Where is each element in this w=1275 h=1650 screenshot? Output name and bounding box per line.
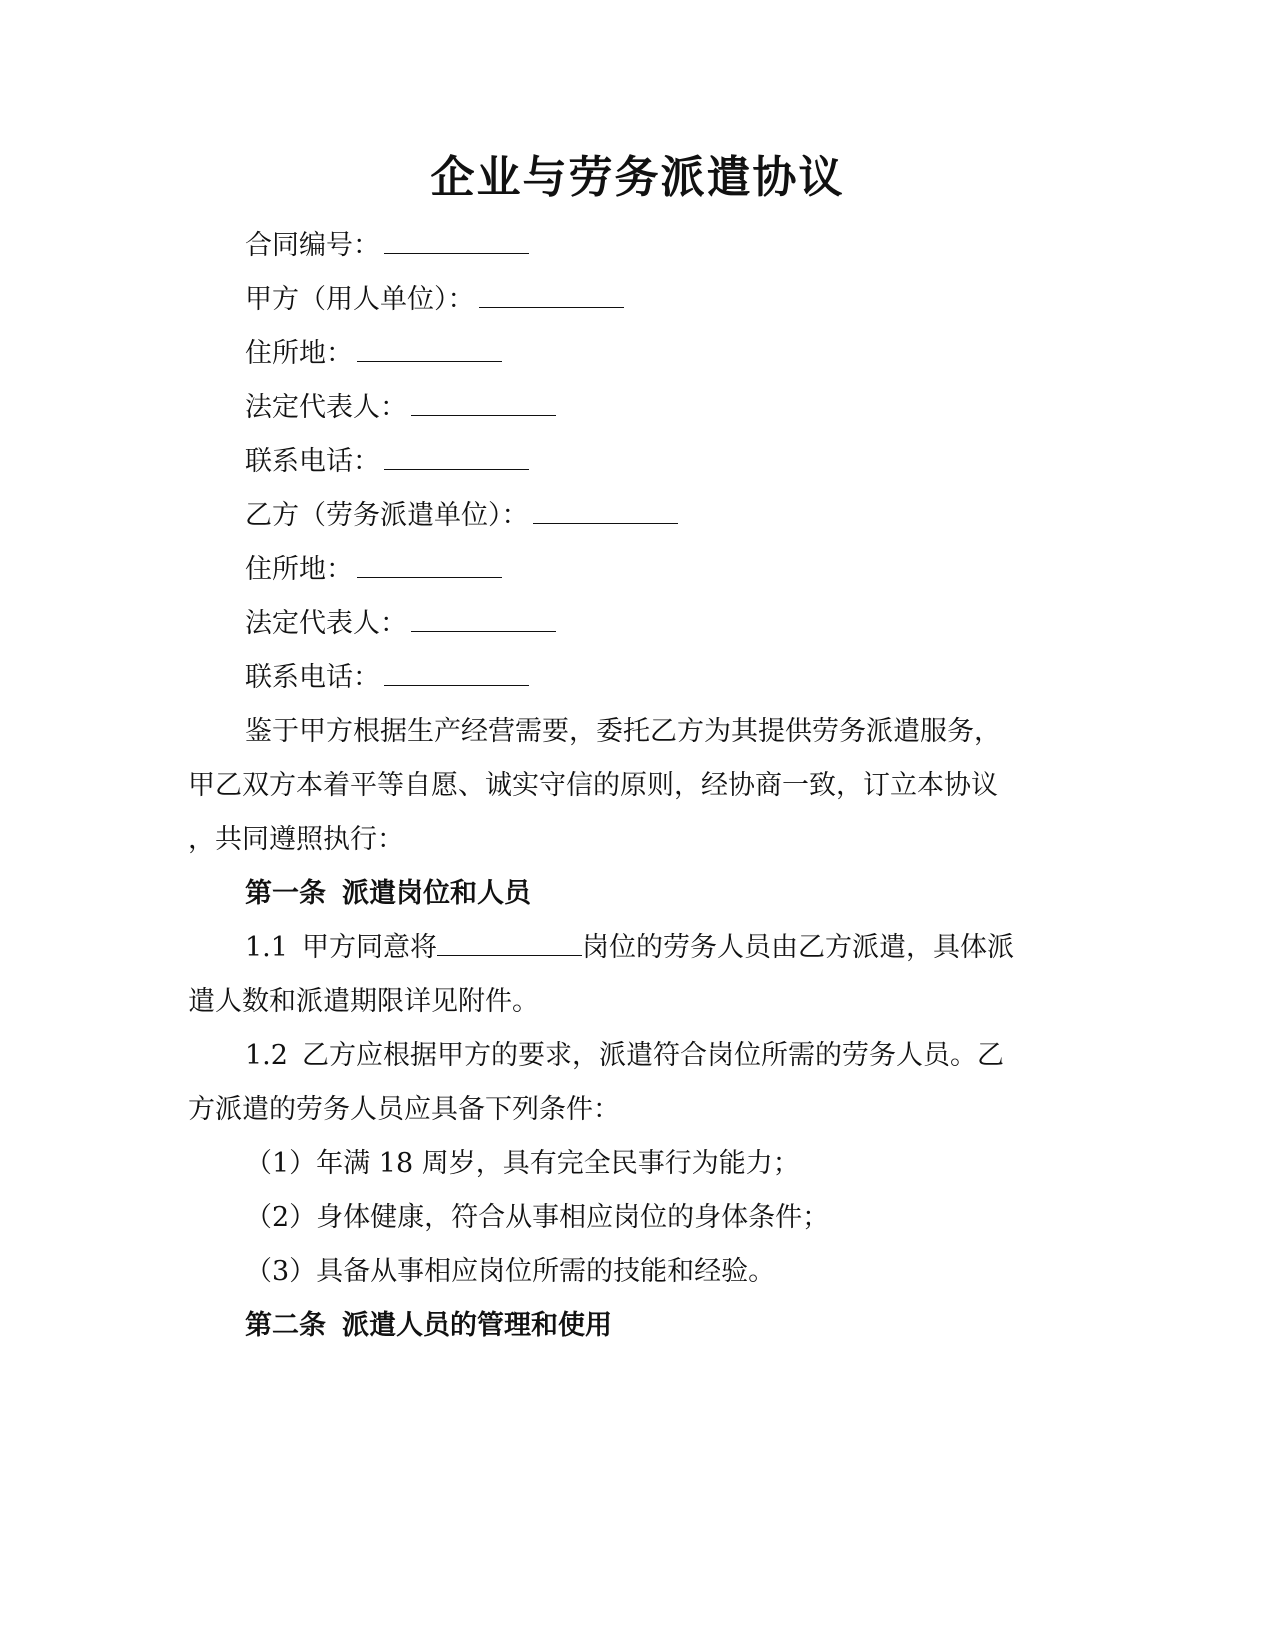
article-title: 派遣人员的管理和使用 (342, 1310, 612, 1341)
blank-line (533, 497, 678, 524)
field-party-a (245, 280, 624, 320)
clause-1-2-line-1 (245, 1036, 1004, 1076)
field-contract-number (245, 226, 529, 266)
blank-line (384, 227, 529, 254)
article-1-heading (245, 874, 531, 914)
blank-line (384, 443, 529, 470)
field-label: 法定代表人： (245, 392, 407, 423)
preamble-line-3: ，共同遵照执行： (188, 824, 404, 855)
field-party-b-phone (245, 658, 529, 698)
field-label: 联系电话： (245, 446, 380, 477)
field-label: 合同编号： (245, 230, 380, 261)
blank-line (411, 605, 556, 632)
field-label: 乙方（劳务派遣单位）： (245, 500, 529, 531)
field-label: 甲方（用人单位）： (245, 284, 475, 315)
article-number: 第二条 (245, 1310, 326, 1341)
field-label: 住所地： (245, 554, 353, 585)
document-title: 企业与劳务派遣协议 (430, 152, 845, 203)
blank-line (384, 659, 529, 686)
field-party-b-representative (245, 604, 556, 644)
field-label: 法定代表人： (245, 608, 407, 639)
clause-text: 甲方同意将 (301, 932, 437, 963)
field-party-a-representative (245, 388, 556, 428)
blank-line (357, 551, 502, 578)
field-label: 住所地： (245, 338, 353, 369)
clause-1-2-line-2: 方派遣的劳务人员应具备下列条件： (188, 1094, 620, 1125)
blank-line (437, 929, 582, 956)
condition-item: （1）年满 18 周岁，具有完全民事行为能力； (245, 1148, 800, 1179)
field-party-b (245, 496, 678, 536)
field-label: 联系电话： (245, 662, 380, 693)
field-party-b-address (245, 550, 502, 590)
blank-line (479, 281, 624, 308)
clause-1-1-line-2: 遣人数和派遣期限详见附件。 (188, 986, 539, 1017)
article-title: 派遣岗位和人员 (342, 878, 531, 909)
article-2-heading (245, 1306, 612, 1346)
clause-number: 1.2 (245, 1040, 288, 1071)
clause-number: 1.1 (245, 932, 288, 963)
clause-1-1-line-1 (245, 928, 1014, 968)
preamble-line-1: 鉴于甲方根据生产经营需要，委托乙方为其提供劳务派遣服务， (245, 716, 1001, 747)
article-number: 第一条 (245, 878, 326, 909)
clause-text: 岗位的劳务人员由乙方派遣，具体派 (581, 932, 1014, 963)
blank-line (411, 389, 556, 416)
field-party-a-address (245, 334, 502, 374)
condition-item: （3）具备从事相应岗位所需的技能和经验。 (245, 1256, 776, 1287)
field-party-a-phone (245, 442, 529, 482)
condition-item: （2）身体健康，符合从事相应岗位的身体条件； (245, 1202, 830, 1233)
clause-text: 乙方应根据甲方的要求，派遣符合岗位所需的劳务人员。乙 (301, 1040, 1004, 1071)
preamble-line-2: 甲乙双方本着平等自愿、诚实守信的原则，经协商一致，订立本协议 (188, 770, 998, 801)
blank-line (357, 335, 502, 362)
